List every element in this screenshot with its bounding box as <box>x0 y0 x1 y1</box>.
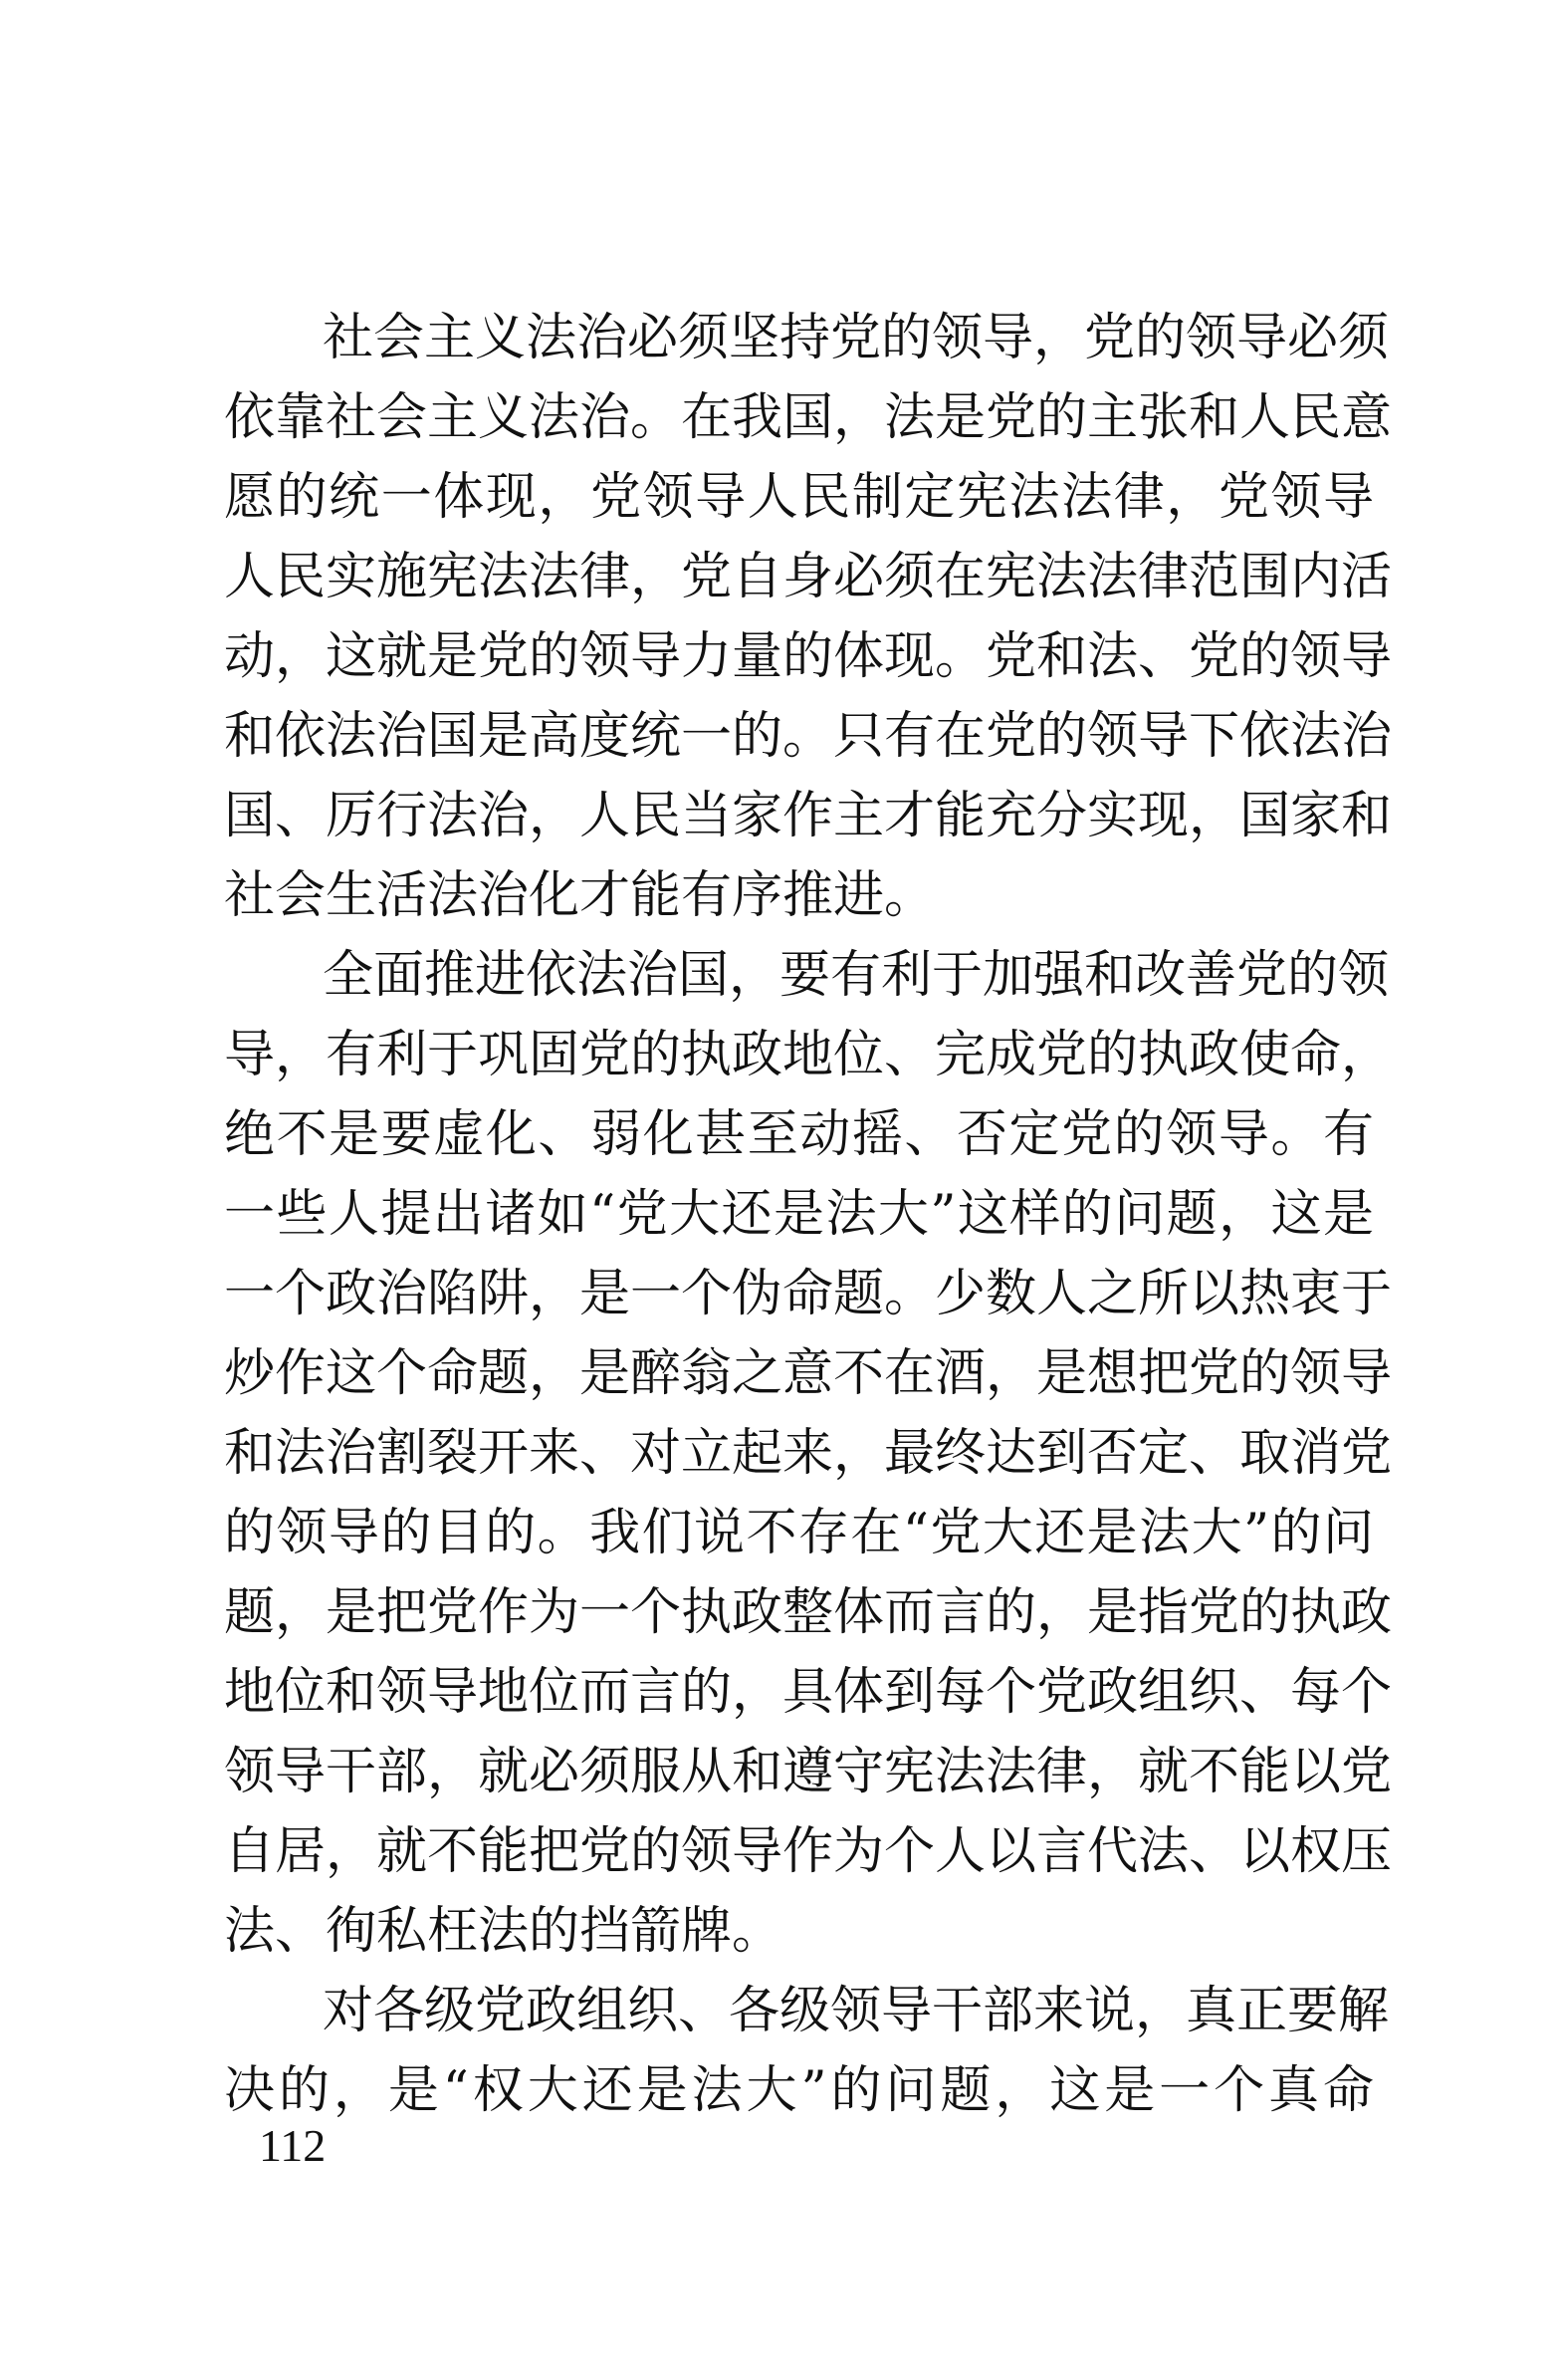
body-text <box>224 299 1393 2131</box>
text-line: 国、厉行法治，人民当家作主才能充分实现，国家和 <box>224 787 1393 845</box>
text-line: 社会主义法治必须坚持党的领导，党的领导必须 <box>323 309 1390 367</box>
text-line: 愿的统一体现，党领导人民制定宪法法律，党领导 <box>224 468 1374 527</box>
text-line: 一个政治陷阱，是一个伪命题。少数人之所以热衷于 <box>224 1265 1393 1323</box>
paragraph-2 <box>224 936 1393 1972</box>
page-number: 112 <box>259 2120 327 2171</box>
text-line: 人民实施宪法法律，党自身必须在宪法法律范围内活 <box>224 548 1393 606</box>
paragraph-3 <box>224 1972 1390 2131</box>
text-line: 动，这就是党的领导力量的体现。党和法、党的领导 <box>224 627 1393 686</box>
text-line: 题，是把党作为一个执政整体而言的，是指党的执政 <box>224 1583 1393 1642</box>
text-line: 自居，就不能把党的领导作为个人以言代法、以权压 <box>224 1822 1393 1881</box>
text-line: 绝不是要虚化、弱化甚至动摇、否定党的领导。有 <box>224 1105 1374 1164</box>
text-line: 地位和领导地位而言的，具体到每个党政组织、每个 <box>224 1663 1393 1722</box>
text-line: 领导干部，就必须服从和遵守宪法法律，就不能以党 <box>224 1743 1393 1801</box>
text-line: 决的，是“权大还是法大”的问题，这是一个真命 <box>224 2061 1374 2120</box>
text-line: 依靠社会主义法治。在我国，法是党的主张和人民意 <box>224 388 1393 447</box>
text-line: 一些人提出诸如“党大还是法大”这样的问题，这是 <box>224 1185 1374 1244</box>
text-line: 法、徇私枉法的挡箭牌。 <box>224 1902 783 1961</box>
text-line: 社会生活法治化才能有序推进。 <box>224 866 936 925</box>
paragraph-1 <box>224 299 1393 936</box>
text-line: 对各级党政组织、各级领导干部来说，真正要解 <box>323 1982 1390 2040</box>
text-line: 全面推进依法治国，要有利于加强和改善党的领 <box>323 946 1390 1005</box>
text-line: 和法治割裂开来、对立起来，最终达到否定、取消党 <box>224 1424 1393 1483</box>
text-line: 导，有利于巩固党的执政地位、完成党的执政使命， <box>224 1026 1393 1084</box>
text-line: 和依法治国是高度统一的。只有在党的领导下依法治 <box>224 707 1393 766</box>
text-line: 炒作这个命题，是醉翁之意不在酒，是想把党的领导 <box>224 1344 1393 1403</box>
text-line: 的领导的目的。我们说不存在“党大还是法大”的问 <box>224 1504 1374 1562</box>
